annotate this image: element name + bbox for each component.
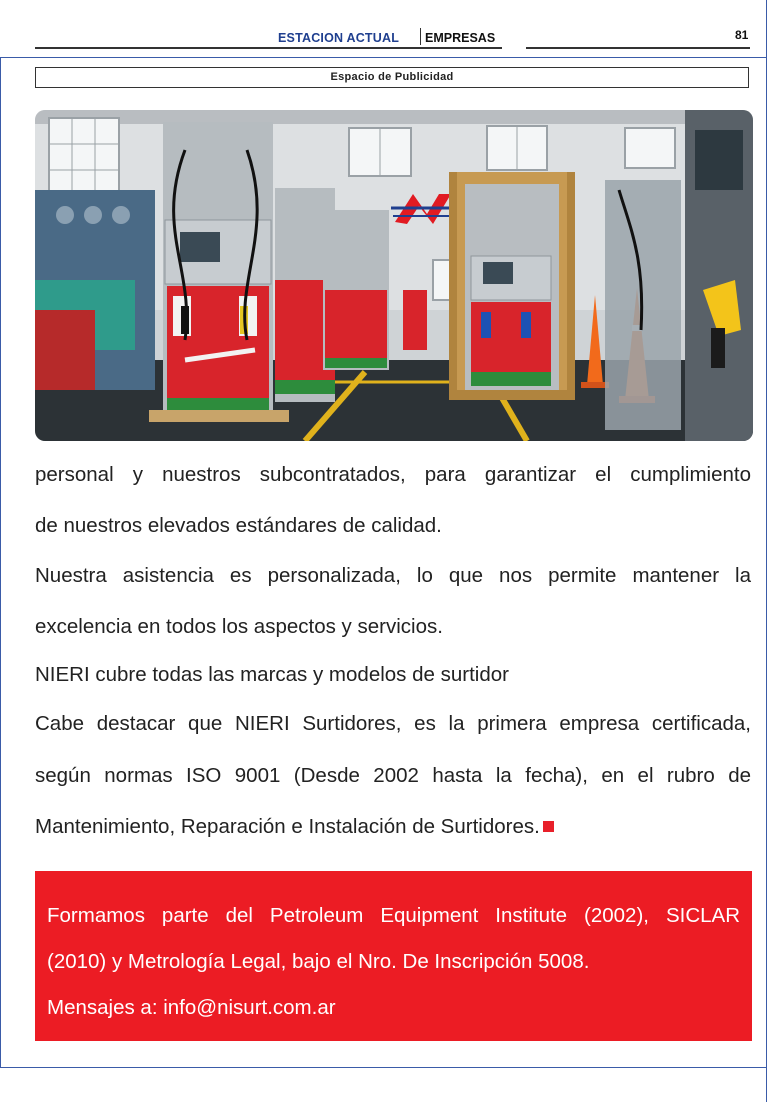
paragraph-line: de nuestros elevados estándares de calidad. [35, 514, 442, 537]
frame-left [0, 57, 1, 1067]
paragraph-last-text: Mantenimiento, Reparación e Instalación de Surtidores. [35, 815, 540, 838]
header-category: EMPRESAS [425, 31, 496, 45]
end-of-article-icon [543, 821, 554, 832]
fuel-dispensers-photo [35, 110, 753, 441]
frame-right [766, 0, 767, 1102]
paragraph-line: excelencia en todos los aspectos y servicios. [35, 615, 443, 638]
paragraph-line: según normas ISO 9001 (Desde 2002 hasta la fecha), en el rubro de [35, 764, 751, 787]
article-body [35, 449, 751, 852]
page-header [0, 0, 779, 60]
header-separator [420, 28, 421, 45]
info-line-1: Formamos parte del Petroleum Equipment Institute (2002), SICLAR [47, 904, 740, 927]
paragraph-line: Cabe destacar que NIERI Surtidores, es la primera empresa certificada, [35, 712, 751, 735]
info-line-3: Mensajes a: info@nisurt.com.ar [47, 996, 336, 1019]
frame-bottom [0, 1067, 766, 1068]
info-line-2: (2010) y Metrología Legal, bajo el Nro. De Inscripción 5008. [47, 950, 590, 973]
ad-space-label: Espacio de Publicidad [35, 67, 749, 88]
header-rule-left [35, 47, 502, 49]
header-section: ESTACION ACTUAL [278, 31, 400, 45]
paragraph-line: Nuestra asistencia es personalizada, lo que nos permite mantener la [35, 564, 751, 587]
paragraph-line: personal y nuestros subcontratados, para garantizar el cumplimiento [35, 463, 751, 486]
paragraph-last-line [35, 801, 751, 852]
paragraph-line: NIERI cubre todas las marcas y modelos de surtidor [35, 663, 509, 686]
header-rule-right [526, 47, 750, 49]
membership-info-box [35, 871, 752, 1041]
page-number: 81 [735, 28, 749, 42]
frame-top [0, 57, 766, 58]
